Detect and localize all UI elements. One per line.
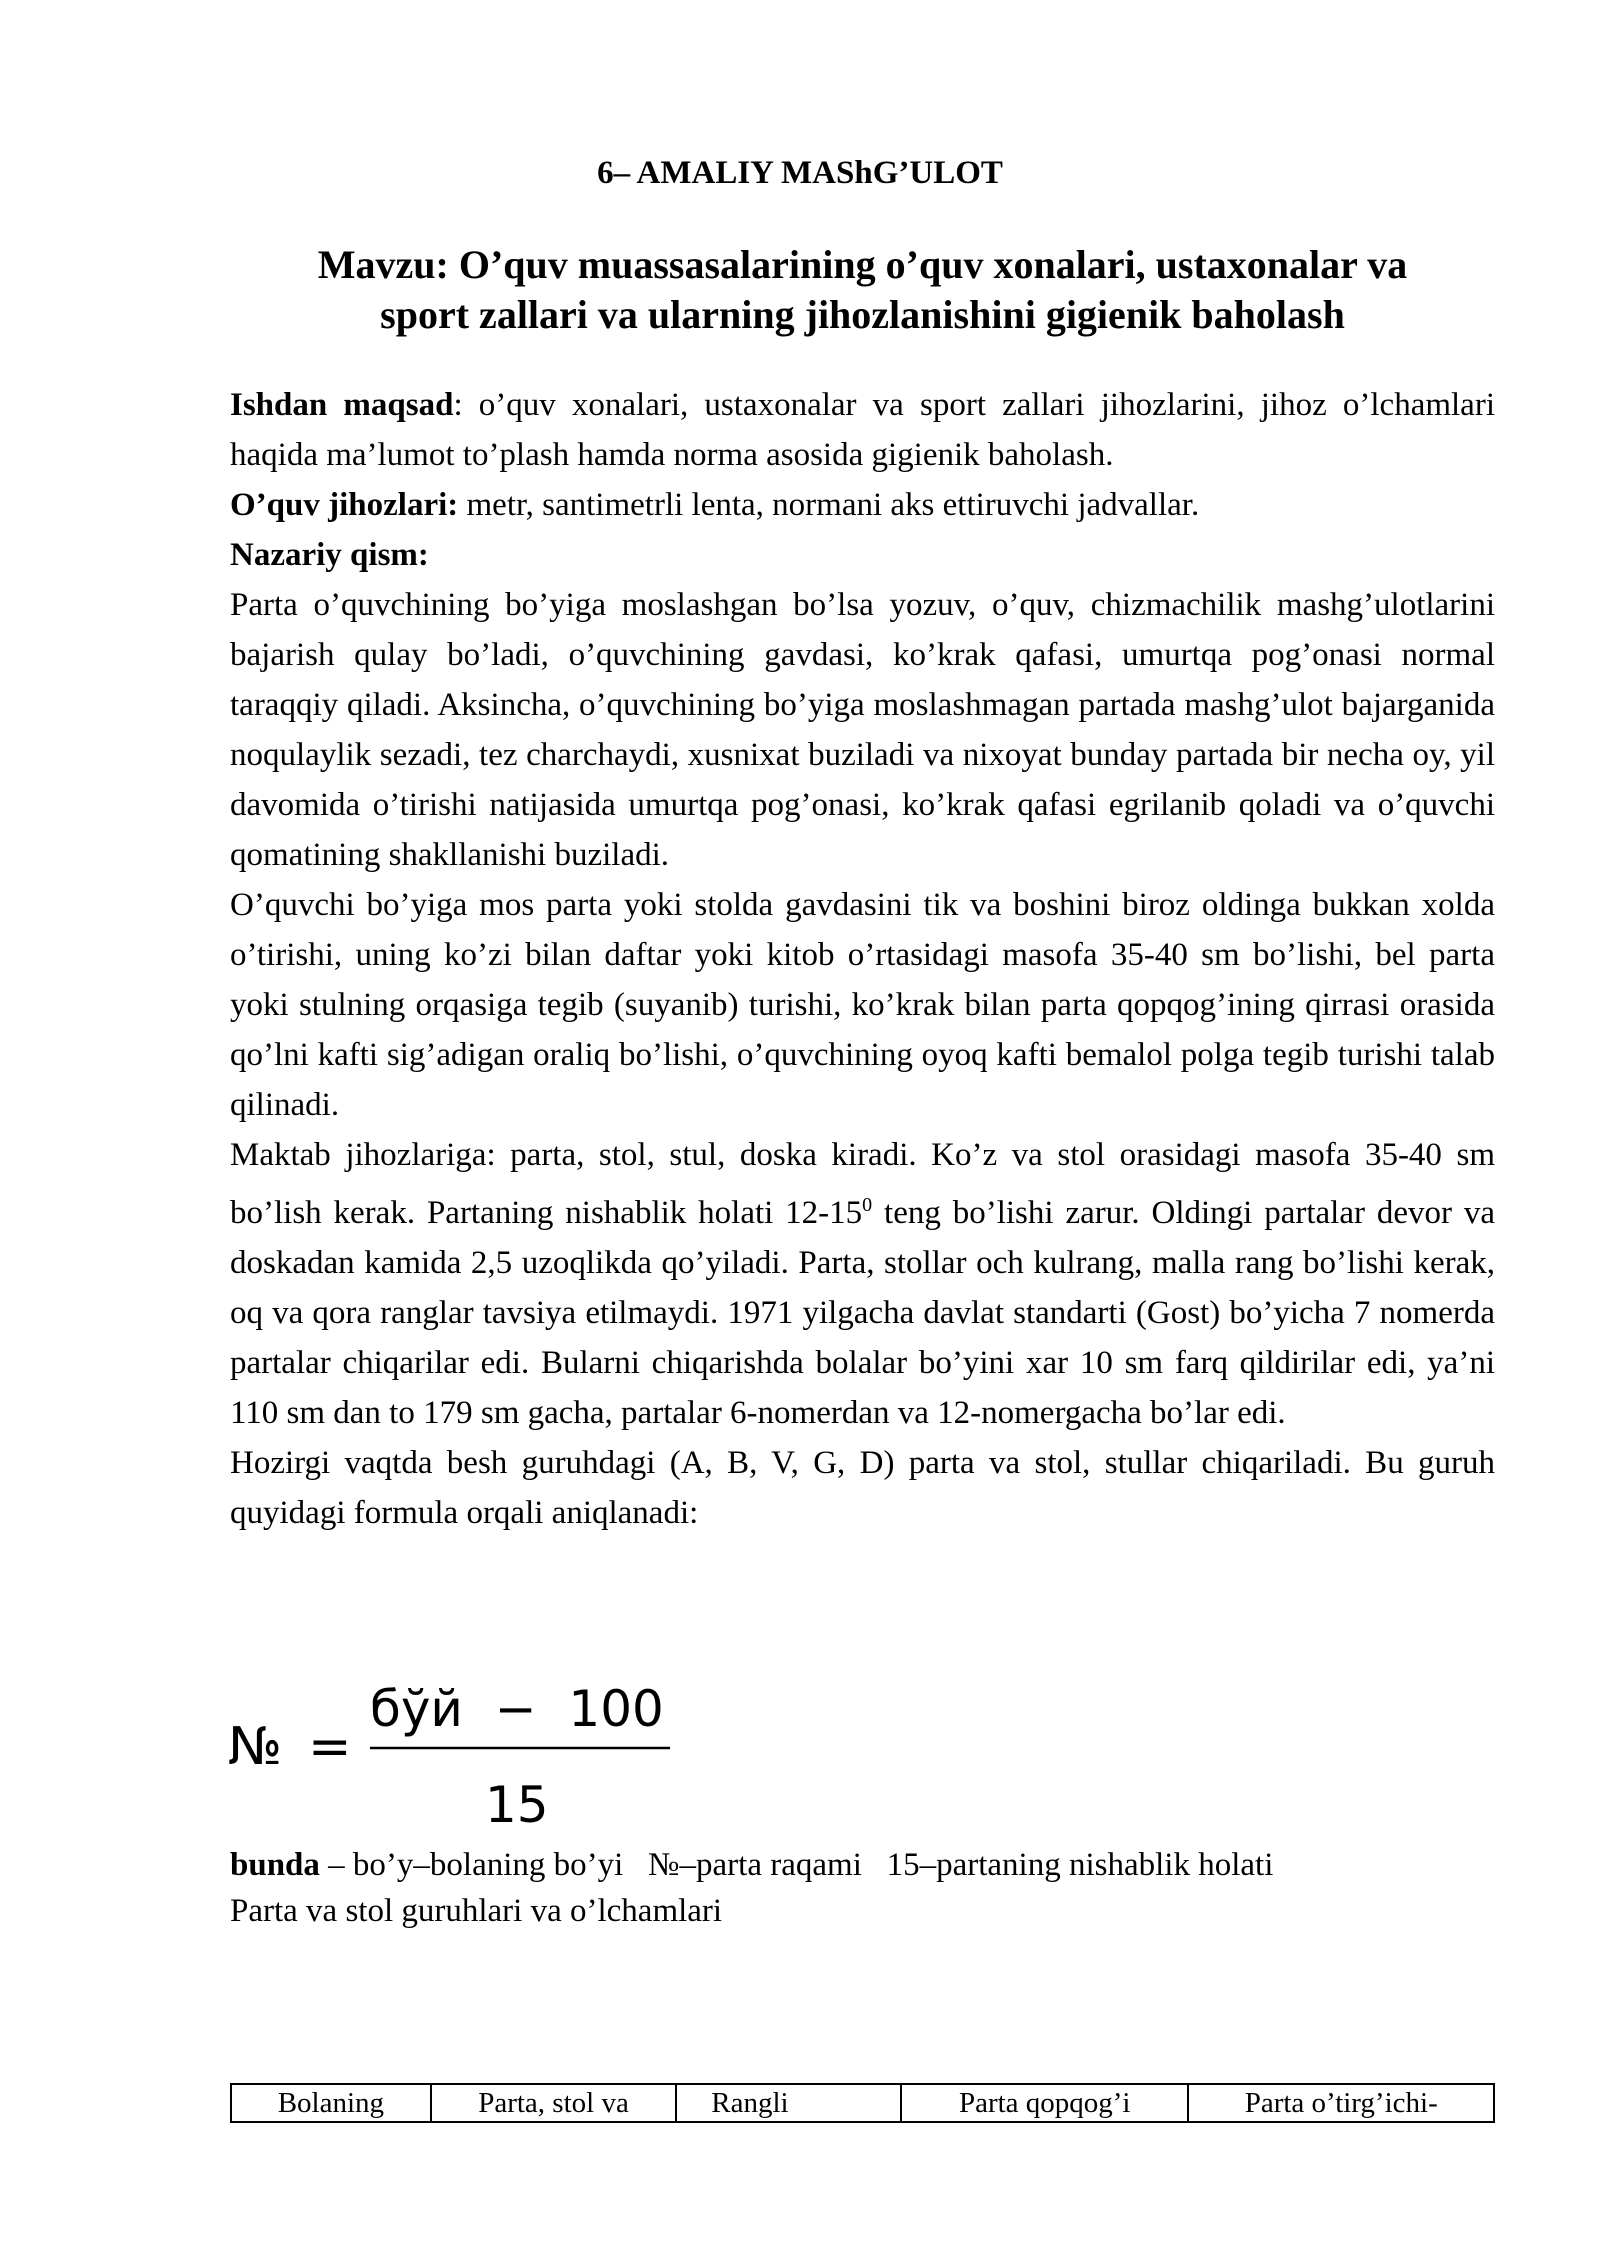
formula-denominator: 15 xyxy=(485,1776,549,1834)
theory-paragraph-2: O’quvchi bo’yiga mos parta yoki stolda gavdasini tik va boshini biroz oldinga bukkan xolda o’tirishi, uning ko’zi bilan daftar yoki kitob o’rtasidagi masofa 35-40 sm bo’lishi, bel parta yoki stulning orqasiga tegib (suyanib) turishi, ko’krak bilan parta qopqog’ining qirrasi orasida qo’lni kafti sig’adigan oraliq bo’lishi, o’quvchining oyoq kafti bemalol polga tegib turishi talab qilinadi. xyxy=(230,887,1495,1123)
formula-number-sign: № xyxy=(228,1717,283,1777)
legend-text: – bo’y–bolaning bo’yi №–parta raqami 15–partaning nishablik holati xyxy=(319,1847,1274,1883)
formula-numerator: бўй − 100 xyxy=(370,1680,664,1738)
equipment-text: metr, santimetrli lenta, normani aks ettiruvchi jadvallar. xyxy=(458,487,1200,523)
purpose-paragraph xyxy=(230,380,1495,480)
theory-paragraph-4: Hozirgi vaqtda besh guruhdagi (A, B, V, G, D) parta va stol, stullar chiqariladi. Bu guruh quyidagi formula orqali aniqlanadi: xyxy=(230,1445,1495,1531)
topic-title-line-2: sport zallari va ularning jihozlanishini gigienik baholash xyxy=(380,292,1345,337)
legend-line xyxy=(230,1842,1495,1888)
theory-paragraph-1: Parta o’quvchining bo’yiga moslashgan bo’lsa yozuv, o’quv, chizmachilik mashg’ulotlarini bajarish qulay bo’ladi, o’quvchining gavdasi, ko’krak qafasi, umurtqa pog’onasi normal taraqqiy qiladi. Aksincha, o’quvchining bo’yiga moslashmagan partada mashg’ulot bajarganida noqulaylik sezadi, tez charchaydi, xusnixat buziladi va nixoyat bunday partada bir necha oy, yil davomida o’tirishi natijasida umurtqa pog’onasi, ko’krak qafasi egrilanib qoladi va o’quvchi qomatining shakllanishi buziladi. xyxy=(230,587,1495,873)
table-header-cell: Parta qopqog’i xyxy=(901,2084,1189,2122)
table-header-cell: Bolaning xyxy=(231,2084,431,2122)
equipment-label: O’quv jihozlari: xyxy=(230,487,459,523)
legend-label: bunda xyxy=(230,1847,320,1883)
formula-explanation xyxy=(230,1842,1495,1934)
theory-paragraph-3: Maktab jihozlariga: parta, stol, stul, doska kiradi. Ko’z va stol orasidagi masofa 35-40 sm bo’lish kerak. Partaning nishablik holati $12-15^0$ teng bo’lishi zarur. Oldingi partalar devor va doskadan kamida 2,5 uzoqlikda qo’yiladi. Parta, stollar och kulrang, malla rang bo’lishi kerak, oq va qora ranglar tavsiya etilmaydi. 1971 yilgacha davlat standarti (Gost) bo’yicha 7 nomerda partalar chiqarilar edi. Bularni chiqarishda bolalar bo’yini xar 10 sm farq qildirilar edi, ya’ni 110 sm dan to 179 sm gacha, partalar 6-nomerdan va 12-nomergacha bo’lar edi. xyxy=(230,1137,1495,1431)
formula-equals: = xyxy=(308,1717,352,1777)
table-header-row xyxy=(231,2084,1494,2122)
formula-graphic xyxy=(228,1672,688,1842)
theory-label: Nazariy qism: xyxy=(230,537,429,573)
equipment-paragraph xyxy=(230,480,1495,530)
topic-title-line-1: Mavzu: O’quv muassasalarining o’quv xonalari, ustaxonalar va xyxy=(317,242,1408,287)
table-header-cell: Parta o’tirg’ichi- xyxy=(1188,2084,1494,2122)
table-header-cell: Rangli xyxy=(676,2084,901,2122)
group-formula xyxy=(228,1672,688,1842)
main-text xyxy=(230,380,1495,1538)
topic-title xyxy=(230,240,1495,340)
purpose-label: Ishdan maqsad xyxy=(230,387,454,423)
purpose-text: : o’quv xonalari, ustaxonalar va sport zallari jihozlarini, jihoz o’lchamlari haqida ma’lumot to’plash hamda norma asosida gigienik baholash. xyxy=(230,387,1495,473)
table-header-cell: Parta, stol va xyxy=(431,2084,677,2122)
desk-groups-table xyxy=(230,2083,1495,2123)
practical-lesson-heading: 6– AMALIY MAShG’ULOT xyxy=(597,155,1003,191)
table-caption: Parta va stol guruhlari va o’lchamlari xyxy=(230,1893,723,1929)
degree-superscript: 0 xyxy=(862,1194,873,1216)
